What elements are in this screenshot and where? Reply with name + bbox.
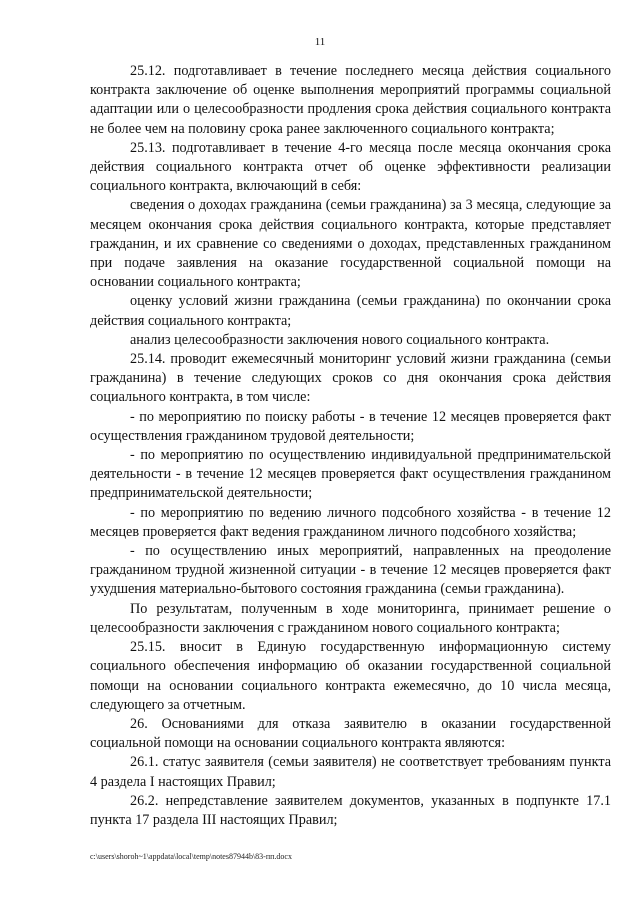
paragraph-25-15: 25.15. вносит в Единую государственную информационную систему социального обеспечения информацию об оказании государственной социальной помощи на основании социального контракта ежемесячно, до 10 числа месяца, следующего за отчетным.: [90, 639, 611, 713]
paragraph-monitoring-results: По результатам, полученным в ходе мониторинга, принимает решение о целесообразности заключения с гражданином нового социального контракта;: [90, 600, 611, 636]
paragraph-income-info: сведения о доходах гражданина (семьи гражданина) за 3 месяца, следующие за месяцем окончания срока действия социального контракта, которые представляет гражданин, и их сравнение со сведениями о доходах, представленных гражданином при подаче заявления на оказание государственной социальной помощи на основании социального контракта;: [90, 197, 611, 291]
footer-file-path: c:\users\shoroh~1\appdata\local\temp\notes87944b\83-пп.docx: [90, 852, 292, 861]
paragraph-other-measures: - по осуществлению иных мероприятий, направленных на преодоление гражданином трудной жизненной ситуации - в течение 12 месяцев проверяется факт ухудшения материально-бытового состояния гражданина (семьи гражданина).: [90, 543, 611, 598]
paragraph-living-conditions: оценку условий жизни гражданина (семьи гражданина) по окончании срока действия социального контракта;: [90, 293, 611, 329]
paragraph-25-12: 25.12. подготавливает в течение последнего месяца действия социального контракта заключение об оценке выполнения мероприятий программы социальной адаптации или о целесообразности продления срока действия социального контракта не более чем на половину срока ранее заключенного социального контракта;: [90, 63, 611, 137]
paragraph-26-2: 26.2. непредставление заявителем документов, указанных в подпункте 17.1 пункта 17 раздела III настоящих Правил;: [90, 792, 611, 828]
paragraph-subsidiary-farming: - по мероприятию по ведению личного подсобного хозяйства - в течение 12 месяцев проверяется факт ведения гражданином личного подсобного хозяйства;: [90, 504, 611, 540]
page-number: 11: [314, 36, 326, 48]
paragraph-26-1: 26.1. статус заявителя (семьи заявителя) не соответствует требованиям пункта 4 раздела I настоящих Правил;: [90, 754, 611, 790]
paragraph-25-14: 25.14. проводит ежемесячный мониторинг условий жизни гражданина (семьи гражданина) в течение следующих сроков со дня окончания срока действия социального контракта, в том числе:: [90, 351, 611, 406]
document-body: [90, 62, 611, 830]
paragraph-25-13: 25.13. подготавливает в течение 4-го месяца после месяца окончания срока действия социального контракта отчет об оценке эффективности реализации социального контракта, включающий в себя:: [90, 139, 611, 195]
paragraph-job-search: - по мероприятию по поиску работы - в течение 12 месяцев проверяется факт осуществления гражданином трудовой деятельности;: [90, 408, 611, 444]
paragraph-new-contract-analysis: анализ целесообразности заключения нового социального контракта.: [130, 331, 550, 348]
paragraph-26: 26. Основаниями для отказа заявителю в оказании государственной социальной помощи на основании социального контракта являются:: [90, 715, 611, 752]
paragraph-entrepreneurship: - по мероприятию по осуществлению индивидуальной предпринимательской деятельности - в течение 12 месяцев проверяется факт осуществления гражданином предпринимательской деятельности;: [90, 447, 611, 502]
